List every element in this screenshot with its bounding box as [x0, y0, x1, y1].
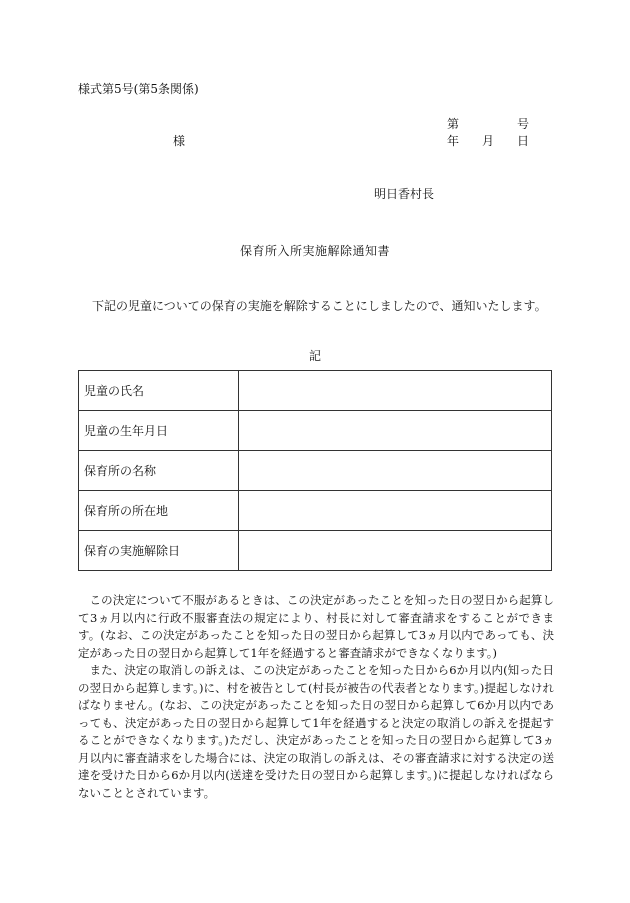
- row-label: 保育の実施解除日: [79, 531, 239, 571]
- row-label: 保育所の名称: [79, 451, 239, 491]
- table-row: [79, 411, 552, 451]
- table-row: [79, 491, 552, 531]
- document-title: 保育所入所実施解除通知書: [239, 244, 390, 258]
- document-number-prefix: 第: [447, 117, 460, 131]
- table-row: [79, 531, 552, 571]
- notice-paragraph-1: この決定について不服があるときは、この決定があったことを知った日の翌日から起算して3ヵ月以内に行政不服審査法の規定により、村長に対して審査請求をすることができます。(なお、この決定があったことを知った日の翌日から起算して3ヵ月以内であっても、決定があった日の翌日から起算して1年を経過すると審査請求ができなくなります。): [78, 593, 554, 660]
- addressee-suffix: 様: [173, 134, 186, 148]
- row-value: [239, 371, 552, 411]
- ki-marker: 記: [308, 349, 321, 363]
- date-day: 日: [517, 134, 530, 148]
- date-year: 年: [447, 134, 460, 148]
- row-value: [239, 411, 552, 451]
- row-value: [239, 451, 552, 491]
- table-row: [79, 371, 552, 411]
- notice-paragraph-2: また、決定の取消しの訴えは、この決定があったことを知った日から6か月以内(知った日の翌日から起算します。)に、村を被告として(村長が被告の代表者となります。)提起しなければなりません。(なお、この決定があったことを知った日の翌日から起算して6か月以内であっても、決定があった日の翌日から起算して1年を経過すると決定の取消しの訴えを提起することができなくなります。)ただし、決定があったことを知った日の翌日から起算して3ヵ月以内に審査請求をした場合には、決定の取消しの訴えは、その審査請求に対する決定の送達を受けた日から6か月以内(送達を受けた日の翌日から起算します。)に提起しなければならないこととされています。: [78, 663, 554, 800]
- row-value: [239, 491, 552, 531]
- document-number-suffix: 号: [517, 117, 530, 131]
- row-label: 保育所の所在地: [79, 491, 239, 531]
- date-month: 月: [482, 134, 495, 148]
- row-label: 児童の氏名: [79, 371, 239, 411]
- appeal-notice: [78, 592, 554, 802]
- form-identifier: 様式第5号(第5条関係): [78, 82, 199, 96]
- details-table: [78, 370, 552, 571]
- sender-name: 明日香村長: [374, 187, 435, 201]
- row-value: [239, 531, 552, 571]
- row-label: 児童の生年月日: [79, 411, 239, 451]
- table-row: [79, 451, 552, 491]
- intro-text: 下記の児童についての保育の実施を解除することにしましたので、通知いたします。: [92, 299, 547, 313]
